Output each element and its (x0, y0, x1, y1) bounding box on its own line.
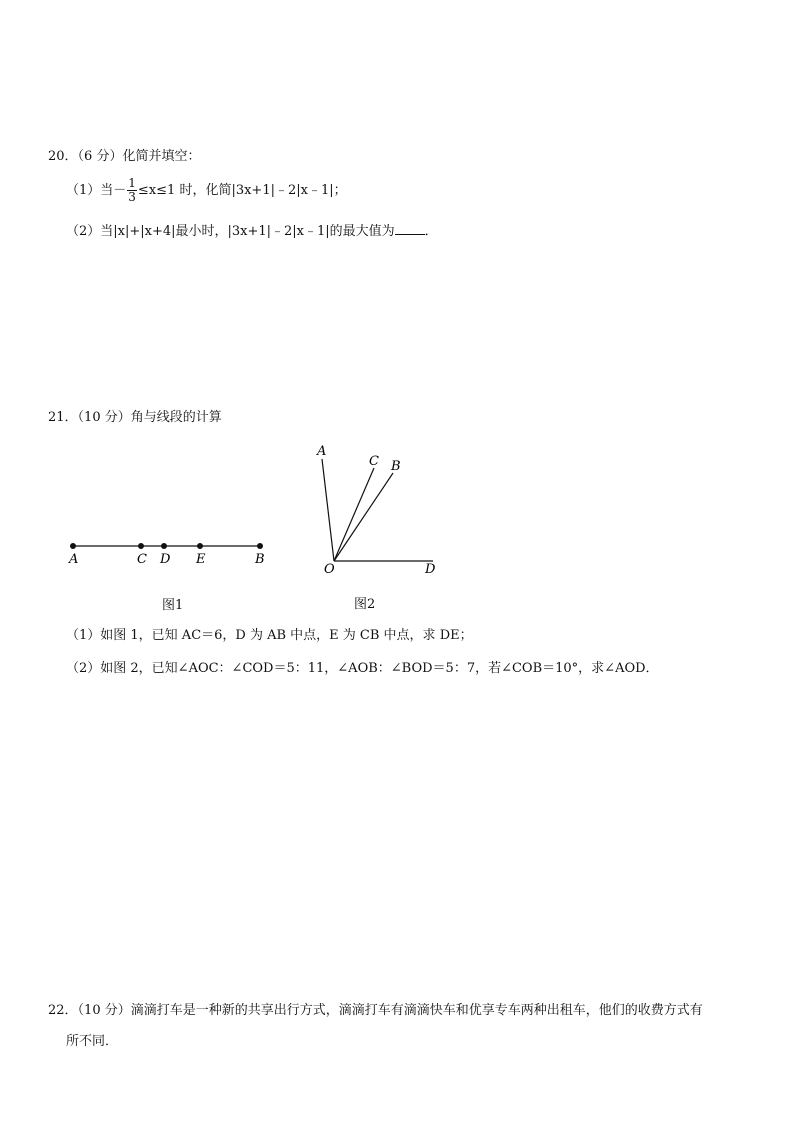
label-c: C (369, 454, 379, 469)
label-o: O (324, 562, 335, 577)
label-a: A (317, 444, 327, 459)
answer-blank[interactable] (395, 222, 425, 235)
ray-oc (334, 468, 374, 561)
q20-part2-end: ． (424, 224, 438, 239)
figure-2-caption: 图2 (354, 597, 376, 612)
label-b: B (255, 552, 265, 567)
label-c: C (137, 552, 147, 567)
label-e: E (196, 552, 206, 567)
q21-part2: （2）如图 2，已知∠AOC：∠COD＝5：11，∠AOB：∠BOD＝5：7，若∠COB＝10°，求∠AOD． (66, 661, 659, 676)
ray-oa (322, 459, 334, 561)
figure-2-angles (305, 438, 455, 580)
q22-line2: 所不同． (66, 1034, 119, 1049)
point-e (197, 543, 203, 549)
point-b (257, 543, 263, 549)
label-d: D (160, 552, 171, 567)
q20-part1 (66, 176, 347, 206)
q21-heading: 21．（10 分）角与线段的计算 (48, 410, 222, 425)
q22-line1: 22．（10 分）滴滴打车是一种新的共享出行方式，滴滴打车有滴滴快车和优享专车两种出租车，他们的收费方式有 (48, 1003, 703, 1018)
label-b: B (391, 459, 401, 474)
ray-ob (334, 473, 393, 561)
q20-part1-prefix: （1）当－ (66, 183, 127, 198)
label-d: D (425, 562, 436, 577)
point-a (70, 543, 76, 549)
figure-1-caption: 图1 (162, 598, 184, 613)
figure-1-segment (60, 530, 280, 574)
q21-part1: （1）如图 1，已知 AC＝6，D 为 AB 中点，E 为 CB 中点，求 DE； (66, 628, 473, 643)
q20-part2 (66, 222, 438, 241)
fraction-denominator: 3 (128, 190, 136, 204)
q20-heading: 20．（6 分）化简并填空： (48, 149, 201, 164)
q20-part1-condition: ≤x≤1 时，化简|3x+1|﹣2|x﹣1|； (137, 183, 347, 198)
fraction-one-third (127, 177, 137, 204)
fraction-numerator: 1 (128, 176, 136, 190)
point-c (138, 543, 144, 549)
q20-part2-text: （2）当|x|+|x+4|最小时，|3x+1|﹣2|x﹣1|的最大值为 (66, 224, 395, 239)
point-d (161, 543, 167, 549)
label-a: A (69, 552, 79, 567)
